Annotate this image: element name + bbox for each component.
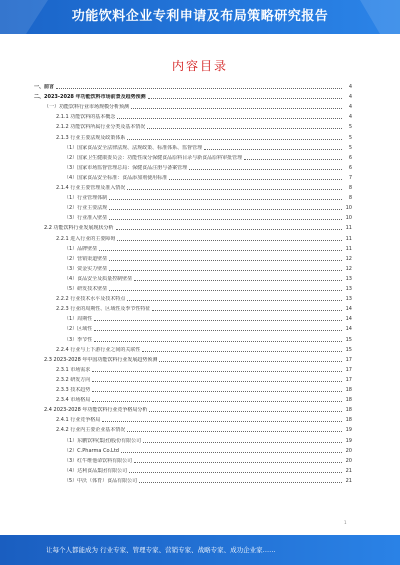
toc-leader-dots xyxy=(204,149,342,150)
toc-entry-page: 10 xyxy=(345,205,352,212)
toc-entry-title: 2.3.1 市场需求 xyxy=(56,366,91,373)
toc-leader-dots xyxy=(129,472,342,473)
toc-leader-dots xyxy=(92,371,342,372)
toc-entry[interactable] xyxy=(34,397,352,403)
toc-entry-page: 12 xyxy=(345,265,352,272)
toc-entry-title: （1）品牌壁垒 xyxy=(64,245,98,252)
toc-entry-page: 6 xyxy=(348,154,352,161)
toc-entry-page: 11 xyxy=(345,225,352,232)
toc-entry[interactable] xyxy=(34,276,352,282)
toc-entry-page: 18 xyxy=(345,397,352,404)
toc-entry-title: 2.1.2 功能饮料所属行业分类及基本情况 xyxy=(56,124,146,131)
toc-entry-page: 4 xyxy=(348,94,352,101)
toc-leader-dots xyxy=(127,139,342,140)
toc-entry-page: 11 xyxy=(345,245,352,252)
toc-entry-title: 2.3.2 研发方向 xyxy=(56,376,91,383)
toc-entry-page: 5 xyxy=(348,124,352,131)
toc-leader-dots xyxy=(109,199,342,200)
toc-entry-page: 17 xyxy=(345,366,352,373)
toc-entry-title: （3）季节性 xyxy=(64,336,93,343)
toc-entry[interactable] xyxy=(34,225,352,231)
toc-leader-dots xyxy=(56,88,342,89)
toc-entry[interactable] xyxy=(34,84,352,90)
toc-entry-title: 2.3.4 市场格局 xyxy=(56,397,91,404)
toc-entry-page: 15 xyxy=(345,346,352,353)
toc-entry-title: 2.1.3 行业主要法规及政策体系 xyxy=(56,134,126,141)
toc-entry[interactable] xyxy=(34,215,352,221)
toc-leader-dots xyxy=(147,128,342,129)
toc-leader-dots xyxy=(99,250,342,251)
toc-entry-title: 二、2023-2028 年功能饮料市场前景及趋势预测 xyxy=(34,94,146,101)
toc-entry[interactable] xyxy=(34,326,352,332)
toc-entry[interactable] xyxy=(34,316,352,322)
toc-leader-dots xyxy=(134,280,342,281)
toc-entry-page: 20 xyxy=(345,447,352,454)
toc-entry-title: 2.2.2 行业技术水平及技术特点 xyxy=(56,296,126,303)
toc-leader-dots xyxy=(92,381,342,382)
toc-leader-dots xyxy=(149,411,342,412)
toc-leader-dots xyxy=(94,341,342,342)
toc-leader-dots xyxy=(109,290,342,291)
toc-entry[interactable] xyxy=(34,468,352,474)
toc-entry-title: （5）中沃（体育）食品有限公司 xyxy=(64,477,138,484)
toc-entry[interactable] xyxy=(34,337,352,343)
toc-entry[interactable] xyxy=(34,306,352,312)
toc-entry-page: 5 xyxy=(348,134,352,141)
toc-entry[interactable] xyxy=(34,195,352,201)
toc-entry-page: 18 xyxy=(345,407,352,414)
toc-entry[interactable] xyxy=(34,165,352,171)
toc-entry[interactable] xyxy=(34,427,352,433)
toc-entry-page: 19 xyxy=(345,437,352,444)
toc-leader-dots xyxy=(109,209,342,210)
toc-leader-dots xyxy=(244,159,342,160)
toc-entry-title: （3）国家市场监督管理总局：保健食品注册与备案管理 xyxy=(64,164,188,171)
toc-entry-title: （1）东鹏饮料(集团)股份有限公司 xyxy=(64,437,142,444)
toc-entry-title: 2.2 功能饮料行业发展现状分析 xyxy=(44,225,114,232)
toc-leader-dots xyxy=(127,431,342,432)
toc-entry-title: （5）研发技术壁垒 xyxy=(64,286,108,292)
toc-leader-dots xyxy=(152,310,342,311)
toc-entry[interactable] xyxy=(34,94,352,100)
toc-leader-dots xyxy=(121,452,342,453)
toc-leader-dots xyxy=(143,442,342,443)
toc-entry-page: 4 xyxy=(348,84,352,90)
footer-slogan: 让每个人都能成为 行业专家、管理专家、营销专家、战略专家、成功企业家…… xyxy=(46,546,276,554)
toc-entry-title: （3）行业准入壁垒 xyxy=(64,215,108,222)
toc-entry-title: （1）国家食品安全法律法规、法规政策、标准体系、监督管理 xyxy=(64,144,203,151)
toc-leader-dots xyxy=(92,391,342,392)
toc-entry-title: 2.3.3 技术趋势 xyxy=(56,387,91,393)
toc-entry-title: 一、前言 xyxy=(34,84,55,90)
toc-leader-dots xyxy=(109,219,342,220)
toc-entry-page: 11 xyxy=(345,235,352,242)
toc-entry-title: 2.4 2023-2028 年功能饮料行业竞争格局分析 xyxy=(44,407,148,414)
toc-entry[interactable] xyxy=(34,387,352,393)
toc-entry-page: 8 xyxy=(348,185,352,191)
toc-entry-page: 18 xyxy=(345,417,352,424)
toc-entry[interactable] xyxy=(34,478,352,484)
toc-leader-dots xyxy=(134,462,342,463)
toc-leader-dots xyxy=(139,482,342,483)
header-bar xyxy=(0,0,400,34)
toc-entry-page: 18 xyxy=(345,387,352,393)
toc-leader-dots xyxy=(109,260,342,261)
toc-entry-title: （2）区域性 xyxy=(64,326,93,333)
toc-entry[interactable] xyxy=(34,377,352,383)
toc-leader-dots xyxy=(142,351,342,352)
toc-leader-dots xyxy=(148,98,342,99)
toc-entry-title: （4）食品安全及质量控制壁垒 xyxy=(64,275,133,282)
toc-entry-page: 10 xyxy=(345,215,352,222)
toc-entry-page: 12 xyxy=(345,255,352,262)
table-of-contents xyxy=(34,84,352,504)
toc-entry[interactable] xyxy=(34,407,352,413)
toc-leader-dots xyxy=(117,118,342,119)
toc-title: 内容目录 xyxy=(171,59,228,73)
toc-entry-title: （4）达利食品集团有限公司 xyxy=(64,467,128,474)
toc-entry-title: 2.2.3 行业的周期性、区域性及季节性特征 xyxy=(56,306,151,313)
toc-entry-title: 2.4.2 行业内主要企业基本情况 xyxy=(56,427,126,434)
toc-entry-title: （4）国家食品安全标准：食品添加剂使用标准 xyxy=(64,174,168,181)
toc-entry[interactable] xyxy=(34,135,352,141)
toc-entry[interactable] xyxy=(34,448,352,454)
toc-leader-dots xyxy=(131,108,342,109)
toc-entry-title: 2.4.1 行业竞争格局 xyxy=(56,417,101,424)
toc-entry-title: （2）行业主要法规 xyxy=(64,205,108,212)
toc-entry-page: 6 xyxy=(348,164,352,171)
toc-entry[interactable] xyxy=(34,246,352,252)
toc-entry[interactable] xyxy=(34,357,352,363)
report-title: 功能饮料企业专利申请及布局策略研究报告 xyxy=(71,9,329,24)
toc-entry-page: 7 xyxy=(348,174,352,181)
toc-entry-page: 14 xyxy=(345,306,352,313)
toc-entry-page: 5 xyxy=(348,144,352,151)
toc-leader-dots xyxy=(127,189,342,190)
toc-entry[interactable] xyxy=(34,266,352,272)
toc-entry[interactable] xyxy=(34,286,352,292)
toc-entry-page: 20 xyxy=(345,457,352,464)
toc-entry[interactable] xyxy=(34,175,352,181)
toc-entry[interactable] xyxy=(34,458,352,464)
toc-entry[interactable] xyxy=(34,296,352,302)
toc-entry-page: 21 xyxy=(345,467,352,474)
toc-entry-page: 8 xyxy=(348,195,352,202)
toc-entry-page: 13 xyxy=(345,275,352,282)
toc-entry-title: （2）C.Pharma Co.Ltd xyxy=(64,447,119,454)
toc-entry-title: 2.2.4 行业与上下游行业之间的关联性 xyxy=(56,346,141,353)
footer-bar xyxy=(0,535,400,565)
toc-entry-page: 13 xyxy=(345,286,352,292)
toc-entry[interactable] xyxy=(34,417,352,423)
toc-leader-dots xyxy=(189,169,342,170)
toc-entry-title: （1）周期性 xyxy=(64,316,93,323)
toc-leader-dots xyxy=(102,421,342,422)
toc-entry[interactable] xyxy=(34,145,352,151)
toc-entry-page: 4 xyxy=(348,114,352,121)
toc-entry-page: 14 xyxy=(345,316,352,323)
toc-entry-page: 17 xyxy=(345,356,352,363)
toc-leader-dots xyxy=(94,330,342,331)
toc-entry-page: 13 xyxy=(345,296,352,303)
toc-leader-dots xyxy=(116,229,342,230)
toc-entry[interactable] xyxy=(34,124,352,130)
toc-entry-page: 15 xyxy=(345,336,352,343)
toc-leader-dots xyxy=(159,361,342,362)
toc-leader-dots xyxy=(109,270,342,271)
toc-entry[interactable] xyxy=(34,256,352,262)
toc-entry[interactable] xyxy=(34,205,352,211)
toc-entry[interactable] xyxy=(34,236,352,242)
toc-entry-page: 14 xyxy=(345,326,352,333)
toc-entry[interactable] xyxy=(34,185,352,191)
toc-entry-page: 19 xyxy=(345,427,352,434)
toc-entry[interactable] xyxy=(34,367,352,373)
page-number: 1 xyxy=(344,520,347,525)
toc-entry-title: （3）红牛维他命饮料有限公司 xyxy=(64,457,133,464)
toc-entry-title: （一）功能饮料行业市场规模分析预测 xyxy=(44,104,130,111)
toc-entry-title: 2.3 2023-2028 年中国功能饮料行业发展趋势预测 xyxy=(44,356,158,363)
toc-entry-title: （3）资金实力壁垒 xyxy=(64,265,108,272)
toc-entry-page: 4 xyxy=(348,104,352,111)
toc-entry[interactable] xyxy=(34,155,352,161)
toc-entry-page: 21 xyxy=(345,477,352,484)
toc-entry-page: 17 xyxy=(345,376,352,383)
toc-entry[interactable] xyxy=(34,438,352,444)
toc-entry-title: 2.2.1 进入行业的主要障碍 xyxy=(56,235,116,242)
toc-entry-title: （2）国家卫生健康委员会：功能性成分保健食品原料目录与新食品原料审批管理 xyxy=(64,154,243,161)
toc-leader-dots xyxy=(92,401,342,402)
toc-entry-title: （1）行业管理体制 xyxy=(64,195,108,202)
toc-entry[interactable] xyxy=(34,104,352,110)
toc-leader-dots xyxy=(94,320,342,321)
toc-leader-dots xyxy=(127,300,342,301)
toc-entry[interactable] xyxy=(34,114,352,120)
toc-entry[interactable] xyxy=(34,347,352,353)
toc-entry-title: 2.1.4 行业主要管理及准入情况 xyxy=(56,185,126,191)
toc-entry-title: （2）营销渠道壁垒 xyxy=(64,255,108,262)
toc-leader-dots xyxy=(117,240,342,241)
toc-leader-dots xyxy=(169,179,342,180)
toc-entry-title: 2.1.1 功能饮料的基本概念 xyxy=(56,114,116,121)
